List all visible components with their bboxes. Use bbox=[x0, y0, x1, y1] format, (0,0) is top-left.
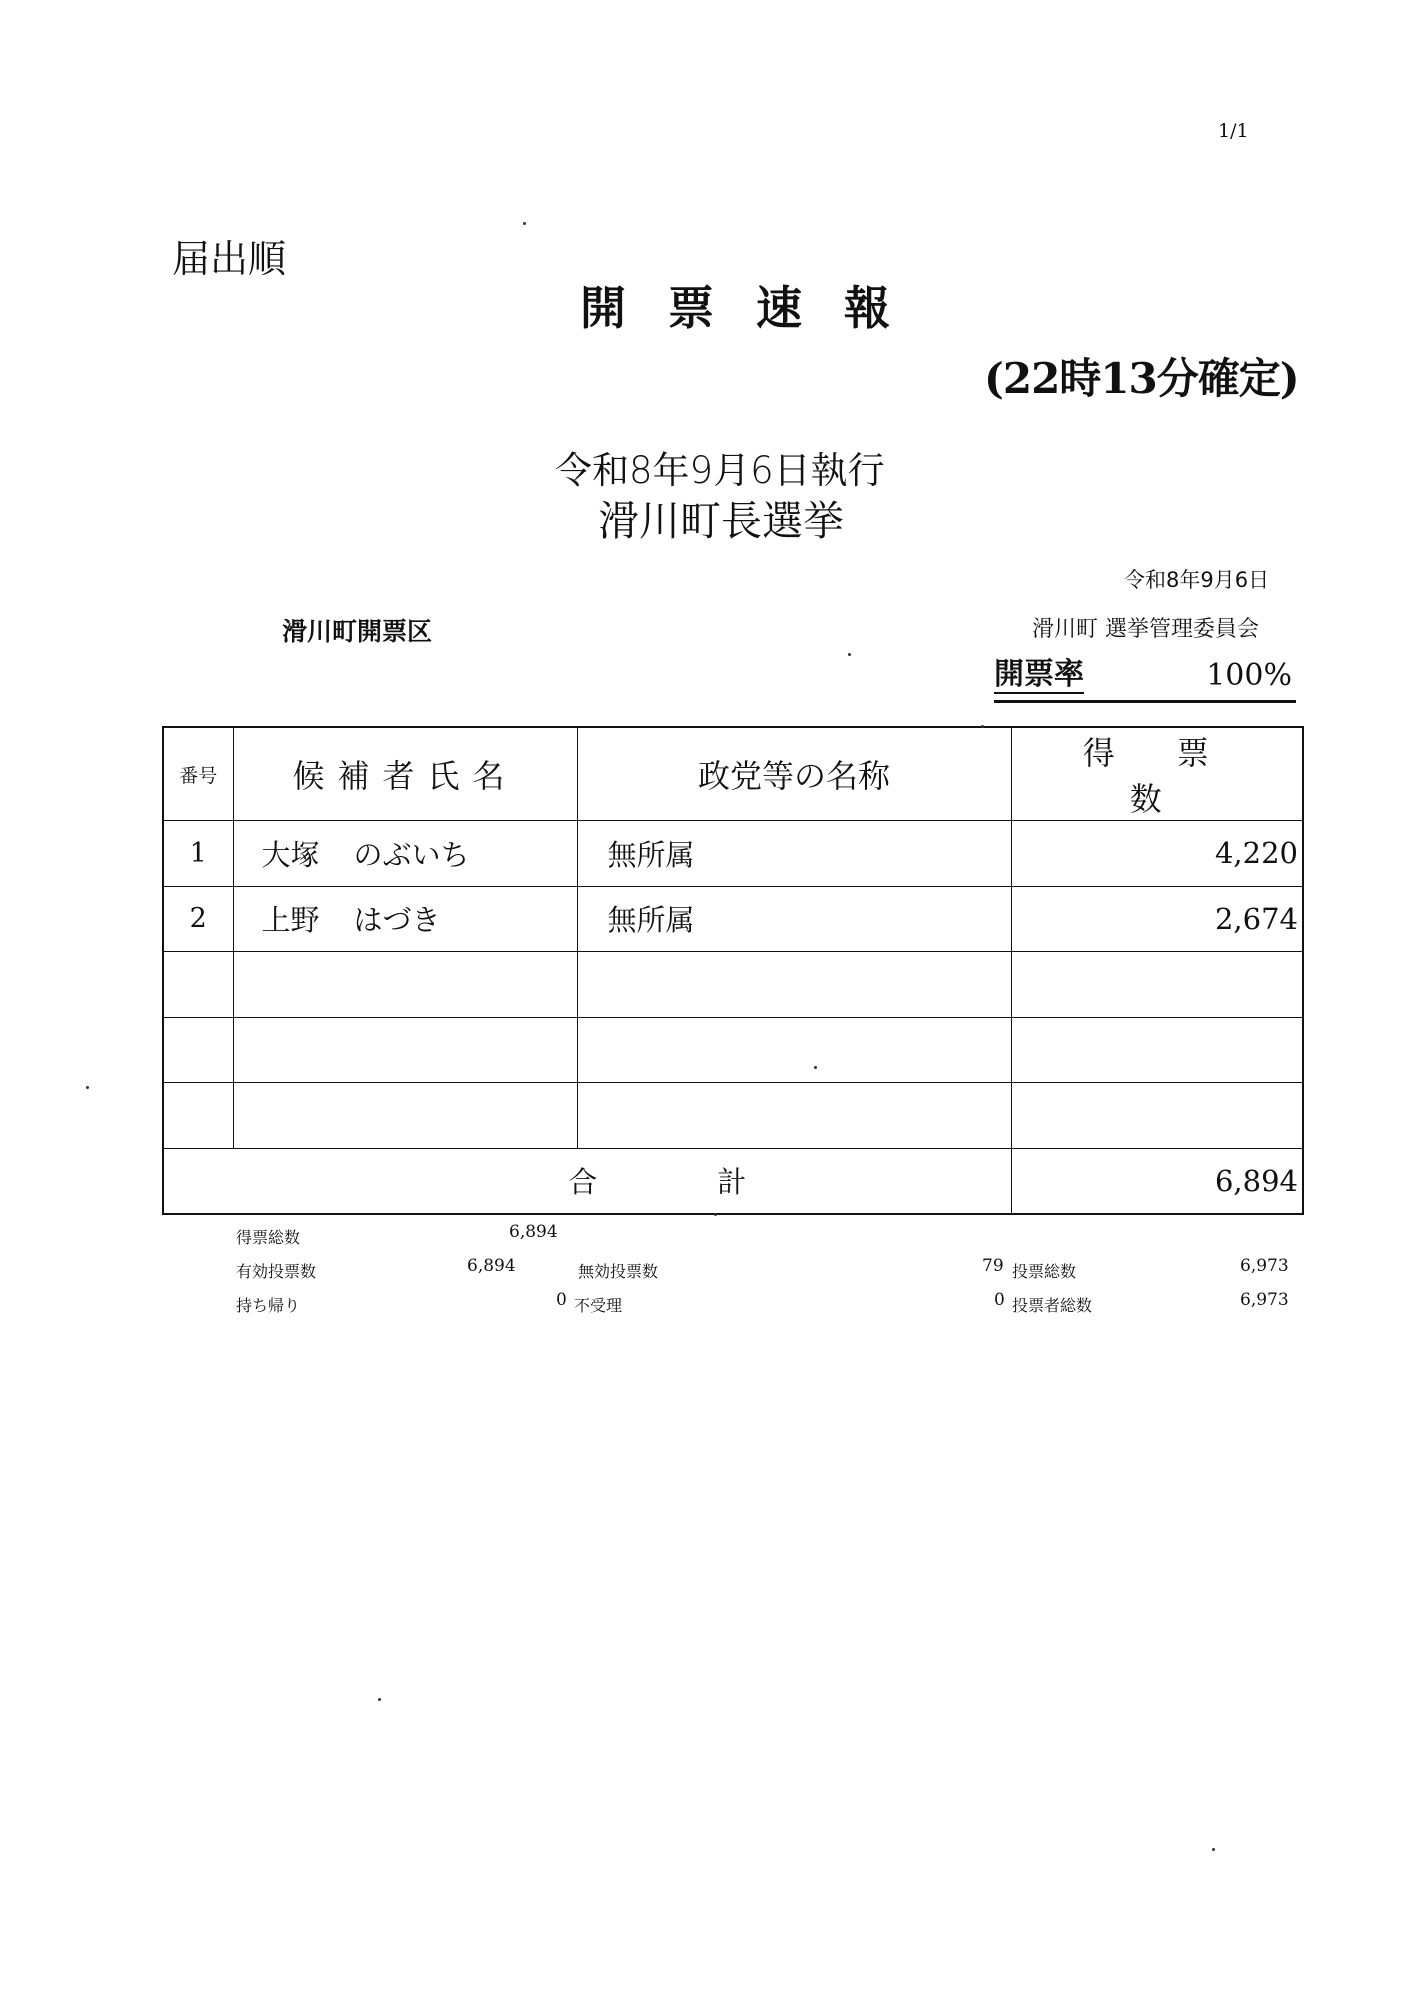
valid-votes-label: 有効投票数 bbox=[236, 1262, 317, 1281]
counting-district: 滑川町開票区 bbox=[282, 617, 433, 646]
not-accepted-label: 不受理 bbox=[574, 1296, 623, 1315]
scan-speck bbox=[848, 653, 851, 656]
candidate-name bbox=[233, 886, 577, 952]
confirmed-time: (22時13分確定) bbox=[984, 354, 1299, 403]
taken-home-value: 0 bbox=[556, 1290, 567, 1310]
empty-row bbox=[163, 1017, 1303, 1083]
scan-speck bbox=[378, 1698, 381, 1701]
empty-row bbox=[163, 1083, 1303, 1149]
execution-date: 令和8年9月6日執行 bbox=[555, 449, 885, 492]
candidate-given-name: のぶいち bbox=[353, 837, 470, 872]
counting-rate-value: 100% bbox=[1206, 658, 1292, 693]
order-label: 届出順 bbox=[172, 237, 287, 281]
invalid-votes-value: 79 bbox=[982, 1256, 1004, 1276]
total-voters-value: 6,973 bbox=[1240, 1290, 1289, 1310]
table-header-row bbox=[163, 727, 1303, 821]
scan-speck bbox=[523, 222, 526, 225]
results-table bbox=[162, 726, 1304, 1215]
scan-speck bbox=[86, 1086, 89, 1089]
total-label: 合計 bbox=[163, 1148, 1011, 1214]
total-voters-label: 投票者総数 bbox=[1012, 1296, 1093, 1315]
scan-speck bbox=[981, 725, 984, 728]
election-committee: 滑川町 選挙管理委員会 bbox=[1032, 617, 1259, 642]
page-number: 1/1 bbox=[1218, 120, 1249, 142]
candidate-given-name: はづき bbox=[353, 903, 441, 938]
scan-speck bbox=[814, 1066, 817, 1069]
invalid-votes-label: 無効投票数 bbox=[578, 1262, 659, 1281]
total-ballots-value: 6,973 bbox=[1240, 1256, 1289, 1276]
candidate-votes: 4,220 bbox=[1011, 821, 1303, 887]
row-number: 1 bbox=[163, 821, 233, 887]
header-party: 政党等の名称 bbox=[577, 727, 1011, 821]
row-number: 2 bbox=[163, 886, 233, 952]
election-name: 滑川町長選挙 bbox=[598, 497, 844, 545]
candidate-votes: 2,674 bbox=[1011, 886, 1303, 952]
header-number: 番号 bbox=[163, 727, 233, 821]
total-obtained-value: 6,894 bbox=[509, 1222, 558, 1242]
counting-rate-label: 開票率 bbox=[994, 657, 1084, 692]
issue-date: 令和8年9月6日 bbox=[1124, 568, 1270, 592]
counting-rate bbox=[994, 656, 1296, 703]
total-row bbox=[163, 1148, 1303, 1214]
page-title: 開票速報 bbox=[580, 281, 932, 335]
header-candidate-name: 候補者氏名 bbox=[233, 727, 577, 821]
candidate-surname: 上野 bbox=[261, 903, 320, 938]
table-row bbox=[163, 821, 1303, 887]
candidate-name bbox=[233, 821, 577, 887]
scan-speck bbox=[1212, 1848, 1215, 1851]
scan-speck bbox=[714, 1213, 717, 1216]
total-ballots-label: 投票総数 bbox=[1012, 1262, 1077, 1281]
candidate-party: 無所属 bbox=[577, 821, 1011, 887]
table-row bbox=[163, 886, 1303, 952]
total-votes: 6,894 bbox=[1011, 1148, 1303, 1214]
total-obtained-label: 得票総数 bbox=[236, 1228, 301, 1247]
header-votes: 得票数 bbox=[1011, 727, 1303, 821]
taken-home-label: 持ち帰り bbox=[236, 1296, 301, 1315]
valid-votes-value: 6,894 bbox=[467, 1256, 516, 1276]
not-accepted-value: 0 bbox=[994, 1290, 1005, 1310]
candidate-surname: 大塚 bbox=[261, 837, 320, 872]
candidate-party: 無所属 bbox=[577, 886, 1011, 952]
empty-row bbox=[163, 952, 1303, 1018]
